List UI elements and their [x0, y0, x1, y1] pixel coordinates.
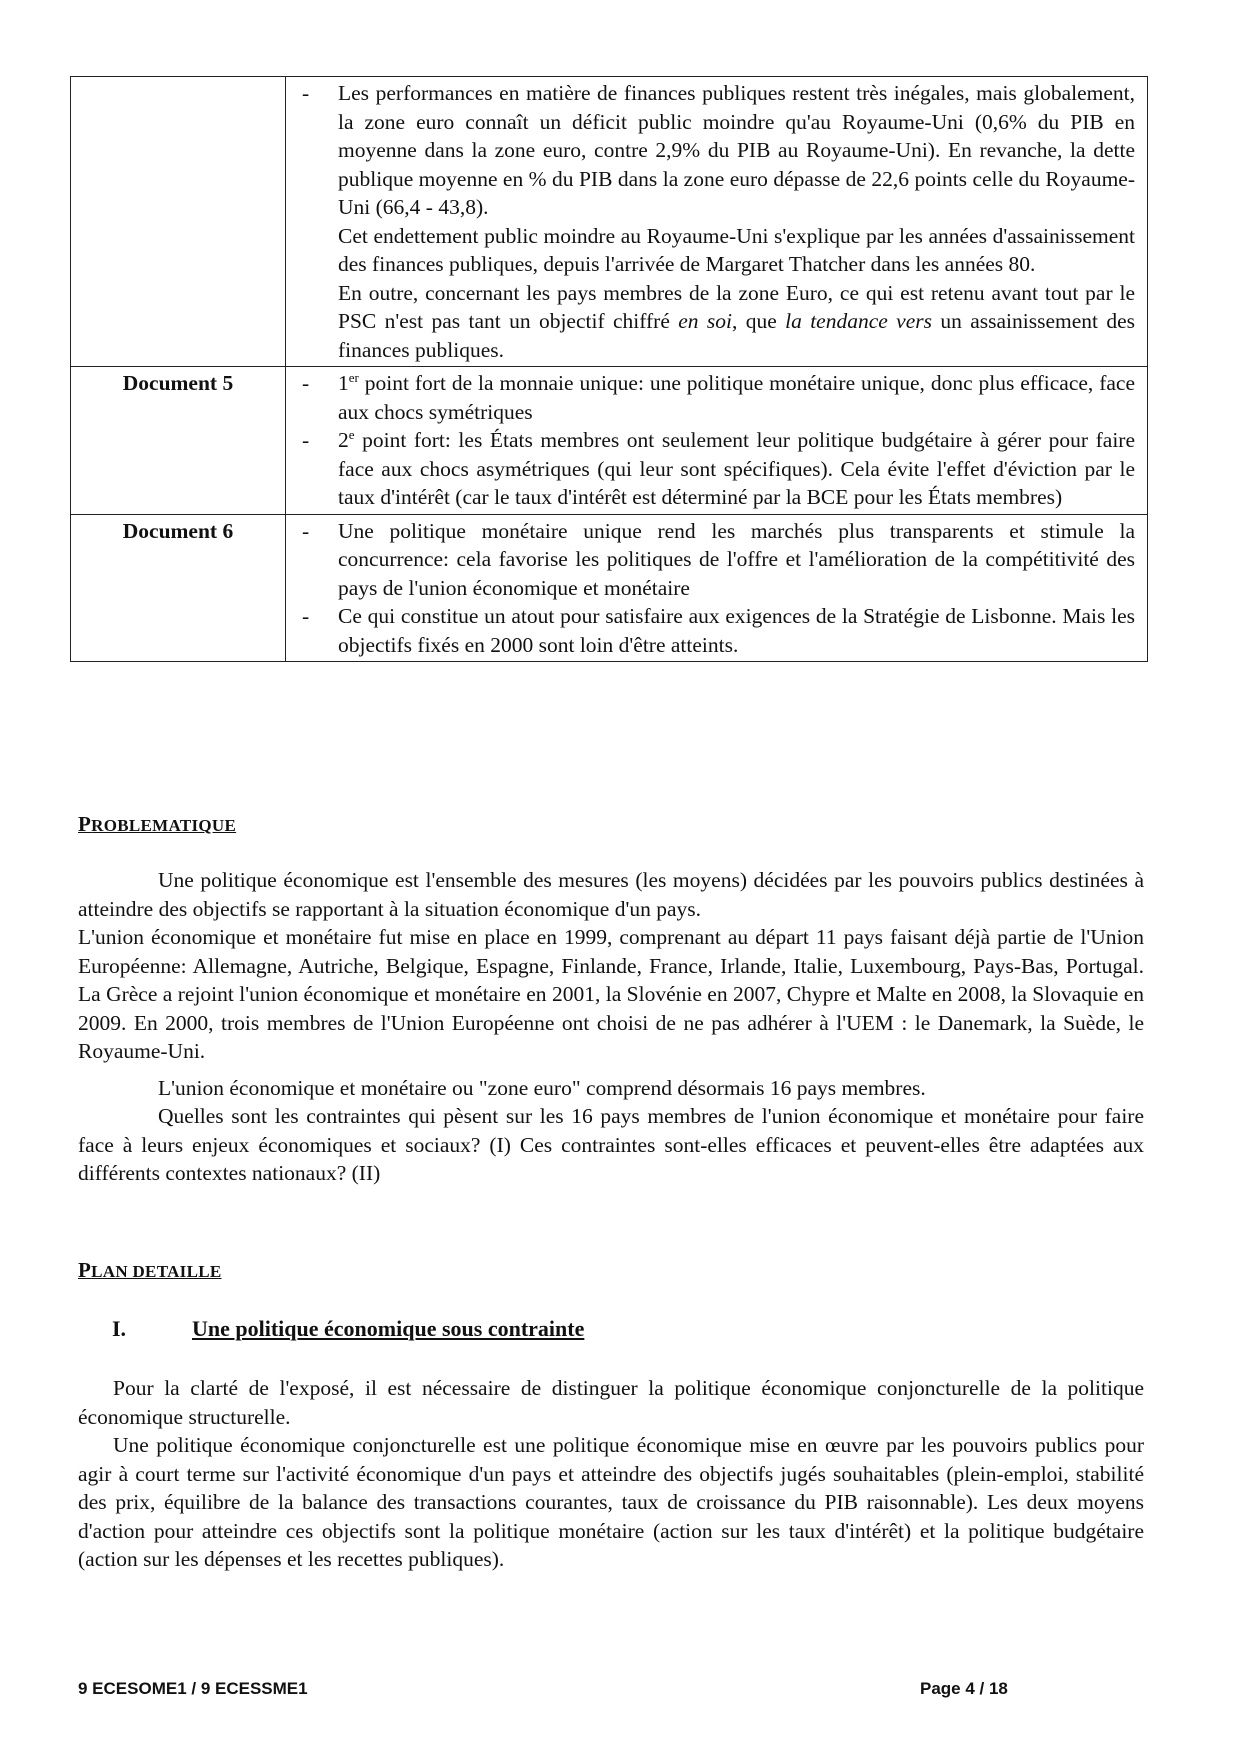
text-span: point fort: les États membres ont seulement leur politique budgétaire à gérer pour faire face aux chocs asymétriques (qui leur sont spécifiques). Cela évite l'effet d'éviction par le taux d'intérêt (car le taux d'intérêt est déterminé par la BCE pour les États membres)	[338, 428, 1135, 509]
row-content	[286, 367, 1148, 515]
text-span: Une politique monétaire unique rend les marchés plus transparents et stimule la concurrence: cela favorise les politiques de l'offre et l'amélioration de la compétitivité des pays de l'union économique et monétaire	[338, 518, 1135, 600]
row-label	[71, 77, 286, 367]
row-content	[286, 77, 1148, 367]
section-title	[112, 1316, 584, 1342]
paragraph-text: Cet endettement public moindre au Royaume-Uni s'explique par les années d'assainissement des finances publiques, depuis l'arrivée de Margaret Thatcher dans les années 80.	[338, 223, 1135, 276]
paragraph: Pour la clarté de l'exposé, il est nécessaire de distinguer la politique économique conjoncturelle de la politique économique structurelle.	[78, 1376, 1144, 1429]
dash-bullet: -	[302, 518, 310, 543]
documents-table	[70, 76, 1148, 662]
section-number: I.	[112, 1316, 127, 1341]
dash-bullet: -	[302, 371, 310, 395]
superscript: e	[348, 426, 355, 442]
problematique-body	[78, 866, 1144, 1188]
text-span: Ce qui constitue un atout pour satisfaire aux exigences de la Stratégie de Lisbonne. Mais les objectifs fixés en 2000 sont loin d'être atteints.	[338, 604, 1135, 657]
paragraph: Une politique économique est l'ensemble des mesures (les moyens) décidées par les pouvoirs publics destinées à atteindre des objectifs se rapportant à la situation économique d'un pays.	[78, 868, 1144, 921]
problematique-heading	[78, 812, 236, 837]
paragraph-text	[286, 279, 1135, 365]
list-item	[286, 517, 1135, 603]
plan-body	[78, 1374, 1144, 1574]
text-span: , que	[731, 309, 786, 333]
paragraph-text: Les performances en matière de finances publiques restent très inégales, mais globalement, la zone euro connaît un déficit public moindre qu'au Royaume-Uni (0,6% du PIB en moyenne dans la zone euro, contre 2,9% du PIB au Royaume-Uni). En revanche, la dette publique moyenne en % du PIB dans la zone euro dépasse de 22,6 points celle du Royaume-Uni (66,4 - 43,8).	[338, 81, 1135, 219]
paragraph: Une politique économique conjoncturelle est une politique économique mise en œuvre par les pouvoirs publics pour agir à court terme sur l'activité économique d'un pays et atteindre des objectifs jugés souhaitables (plein-emploi, stabilité des prix, équilibre de la balance des transactions courantes, taux de croissance du PIB raisonnable). Les deux moyens d'action pour atteindre ces objectifs sont la politique monétaire (action sur les taux d'intérêt) et la politique budgétaire (action sur les dépenses et les recettes publiques).	[78, 1433, 1144, 1571]
row-label: Document 5	[71, 367, 286, 515]
italic-text: la tendance vers	[785, 309, 932, 333]
heading-rest: LAN DETAILLE	[91, 1262, 222, 1281]
section-title-text: Une politique économique sous contrainte	[192, 1316, 585, 1341]
list-item	[286, 79, 1135, 222]
text-span: 1	[338, 371, 349, 395]
footer-code: 9 ECESOME1 / 9 ECESSME1	[78, 1679, 308, 1698]
footer-page-number: Page 4 / 18	[920, 1679, 1008, 1698]
table-row	[71, 514, 1148, 662]
text-span: En outre, concernant les pays membres de la zone Euro, ce qui est retenu avant tout par le PSC n'est pas tant un objectif chiffré	[338, 280, 1135, 333]
list-item	[286, 369, 1135, 426]
paragraph: Quelles sont les contraintes qui pèsent sur les 16 pays membres de l'union économique et monétaire pour faire face à leurs enjeux économiques et sociaux? (I) Ces contraintes sont-elles efficaces et peuvent-elles être adaptées aux différents contextes nationaux? (II)	[78, 1104, 1144, 1185]
dash-bullet: -	[302, 604, 310, 628]
heading-initial: P	[78, 812, 92, 836]
row-content	[286, 514, 1148, 662]
heading-initial: P	[78, 1258, 92, 1282]
heading-rest: ROBLEMATIQUE	[91, 816, 237, 835]
text-span: un assainissement des finances publiques.	[338, 309, 1135, 362]
dash-bullet: -	[302, 81, 310, 105]
row-label: Document 6	[71, 514, 286, 662]
text-span: 2	[338, 428, 349, 452]
text-span: point fort de la monnaie unique: une politique monétaire unique, donc plus efficace, face aux chocs symétriques	[338, 371, 1135, 424]
superscript: er	[348, 369, 359, 385]
table-row	[71, 367, 1148, 515]
list-item	[286, 602, 1135, 659]
plan-heading	[78, 1258, 222, 1283]
paragraph: L'union économique et monétaire ou "zone euro" comprend désormais 16 pays membres.	[158, 1075, 926, 1100]
table-row	[71, 77, 1148, 367]
dash-bullet: -	[302, 428, 310, 452]
list-item	[286, 426, 1135, 512]
italic-text: en soi	[678, 309, 732, 333]
paragraph: L'union économique et monétaire fut mise en place en 1999, comprenant au départ 11 pays faisant déjà partie de l'Union Européenne: Allemagne, Autriche, Belgique, Espagne, Finlande, France, Irlande, Italie, Luxembourg, Pays-Bas, Portugal. La Grèce a rejoint l'union économique et monétaire en 2001, la Slovénie en 2007, Chypre et Malte en 2008, la Slovaquie en 2009. En 2000, trois membres de l'Union Européenne ont choisi de ne pas adhérer à l'UEM : le Danemark, la Suède, le Royaume-Uni.	[78, 925, 1144, 1063]
